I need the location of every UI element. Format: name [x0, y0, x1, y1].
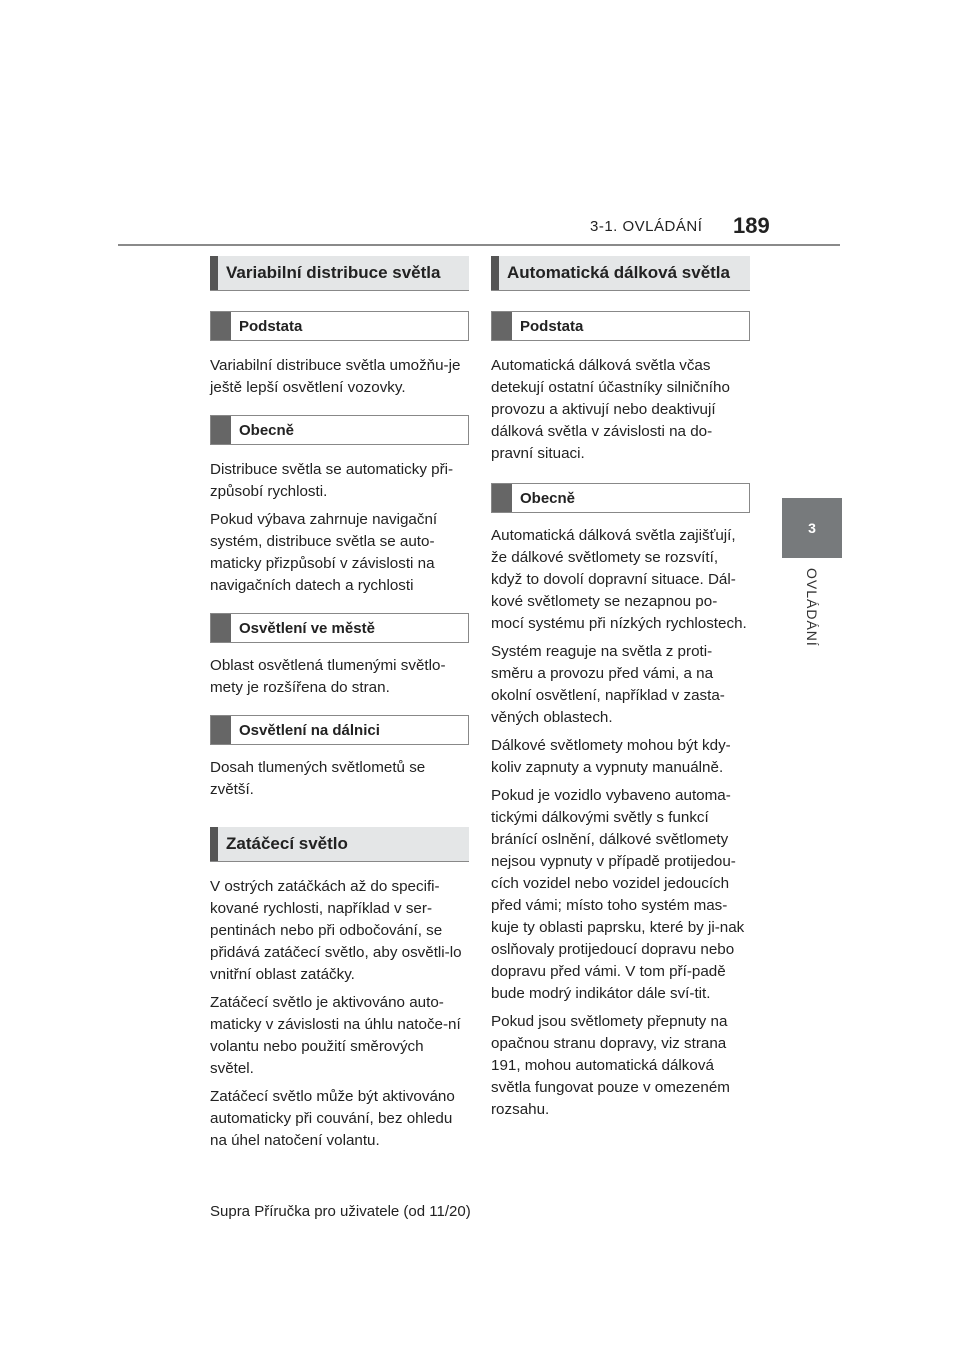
page-number: 189	[733, 213, 770, 238]
paragraph: V ostrých zatáčkách až do specifi-kované rychlosti, například v ser-pentinách nebo při odbočování, se přidává zatáčecí světlo, aby osvětli-lo vnitřní oblast zatáčky.	[210, 878, 462, 983]
paragraph: Oblast osvětlená tlumenými světlo-mety je rozšířena do stran.	[210, 657, 446, 696]
paragraph: Dosah tlumených světlometů se zvětší.	[210, 759, 426, 798]
section-heading-text: Variabilní distribuce světla	[226, 263, 441, 282]
paragraph: Automatická dálková světla včas detekují ostatní účastníky silničního provozu a aktivují nebo deaktivují dálková světla v závislosti na do-pravní situaci.	[491, 357, 730, 462]
paragraph: Variabilní distribuce světla umožňu-je ještě lepší osvětlení vozovky.	[210, 357, 461, 396]
subheading-marker	[492, 312, 512, 340]
subheading-mesto	[210, 613, 469, 643]
footer-text: Supra Příručka pro uživatele (od 11/20)	[210, 1203, 471, 1220]
left-column	[210, 256, 469, 1152]
subheading-text: Obecně	[239, 421, 295, 439]
heading-marker	[210, 256, 218, 290]
paragraph: Pokud výbava zahrnuje navigační systém, distribuce světla se auto-maticky přizpůsobí v závislosti na navigačních datech a rychlosti	[210, 511, 438, 594]
chapter-tab-number: 3	[808, 520, 816, 536]
subheading-text: Podstata	[520, 317, 584, 335]
paragraph: Zatáčecí světlo je aktivováno auto-maticky v závislosti na úhlu natoče-ní volantu nebo použití směrových světel.	[210, 994, 461, 1077]
subheading-obecne	[210, 415, 469, 445]
subheading-marker	[211, 416, 231, 444]
section-heading-text: Automatická dálková světla	[507, 263, 730, 282]
paragraph: Zatáčecí světlo může být aktivováno automaticky při couvání, bez ohledu na úhel natočení volantu.	[210, 1088, 455, 1149]
subheading-obecne	[491, 483, 750, 513]
paragraph: Pokud je vozidlo vybaveno automa-tickými dálkovými světly s funkcí bránící oslnění, dálkové světlomety nejsou vypnuty v případě protijedou-cích vozidel nebo vozidel jedoucích před vámi; místo toho systém mas-kuje ty oblasti paprsku, které by ji-nak oslňovaly protijedoucí dopravu nebo dopravu před vámi. V tom pří-padě bude modrý indikátor dále sví-tit.	[491, 787, 745, 1002]
subheading-dalnice	[210, 715, 469, 745]
subheading-marker	[211, 312, 231, 340]
paragraph: Distribuce světla se automaticky při-způsobí rychlosti.	[210, 461, 454, 500]
section-heading-text: Zatáčecí světlo	[226, 834, 348, 853]
paragraph: Pokud jsou světlomety přepnuty na opačnou stranu dopravy, viz strana 191, mohou automatická dálková světla fungovat pouze v omezeném rozsahu.	[491, 1013, 730, 1118]
section-heading-auto-high-beam	[491, 256, 750, 291]
paragraph: Automatická dálková světla zajišťují, že dálkové světlomety se rozsvítí, když to dovolí dopravní situace. Dál-kové světlomety se nezapnou po-mocí systému při nízkých rychlostech.	[491, 527, 747, 632]
subheading-text: Osvětlení na dálnici	[239, 721, 380, 739]
heading-marker	[210, 827, 218, 861]
subheading-podstata	[210, 311, 469, 341]
subheading-marker	[211, 614, 231, 642]
right-column	[491, 256, 750, 1121]
chapter-tab-label: OVLÁDÁNÍ	[804, 568, 820, 647]
section-heading-cornering-light	[210, 827, 469, 862]
subheading-text: Obecně	[520, 489, 576, 507]
subheading-marker	[492, 484, 512, 512]
subheading-text: Osvětlení ve městě	[239, 619, 375, 637]
paragraph: Dálkové světlomety mohou být kdy-koliv zapnuty a vypnuty manuálně.	[491, 737, 731, 776]
heading-marker	[491, 256, 499, 290]
subheading-marker	[211, 716, 231, 744]
paragraph: Systém reaguje na světla z proti-směru a provozu před vámi, a na okolní osvětlení, například v zasta-věných oblastech.	[491, 643, 725, 726]
subheading-text: Podstata	[239, 317, 303, 335]
chapter-tab[interactable]	[782, 498, 842, 558]
header-section-title: 3-1. OVLÁDÁNÍ	[590, 218, 703, 235]
subheading-podstata	[491, 311, 750, 341]
section-heading-variable-light	[210, 256, 469, 291]
header-divider	[118, 244, 840, 246]
